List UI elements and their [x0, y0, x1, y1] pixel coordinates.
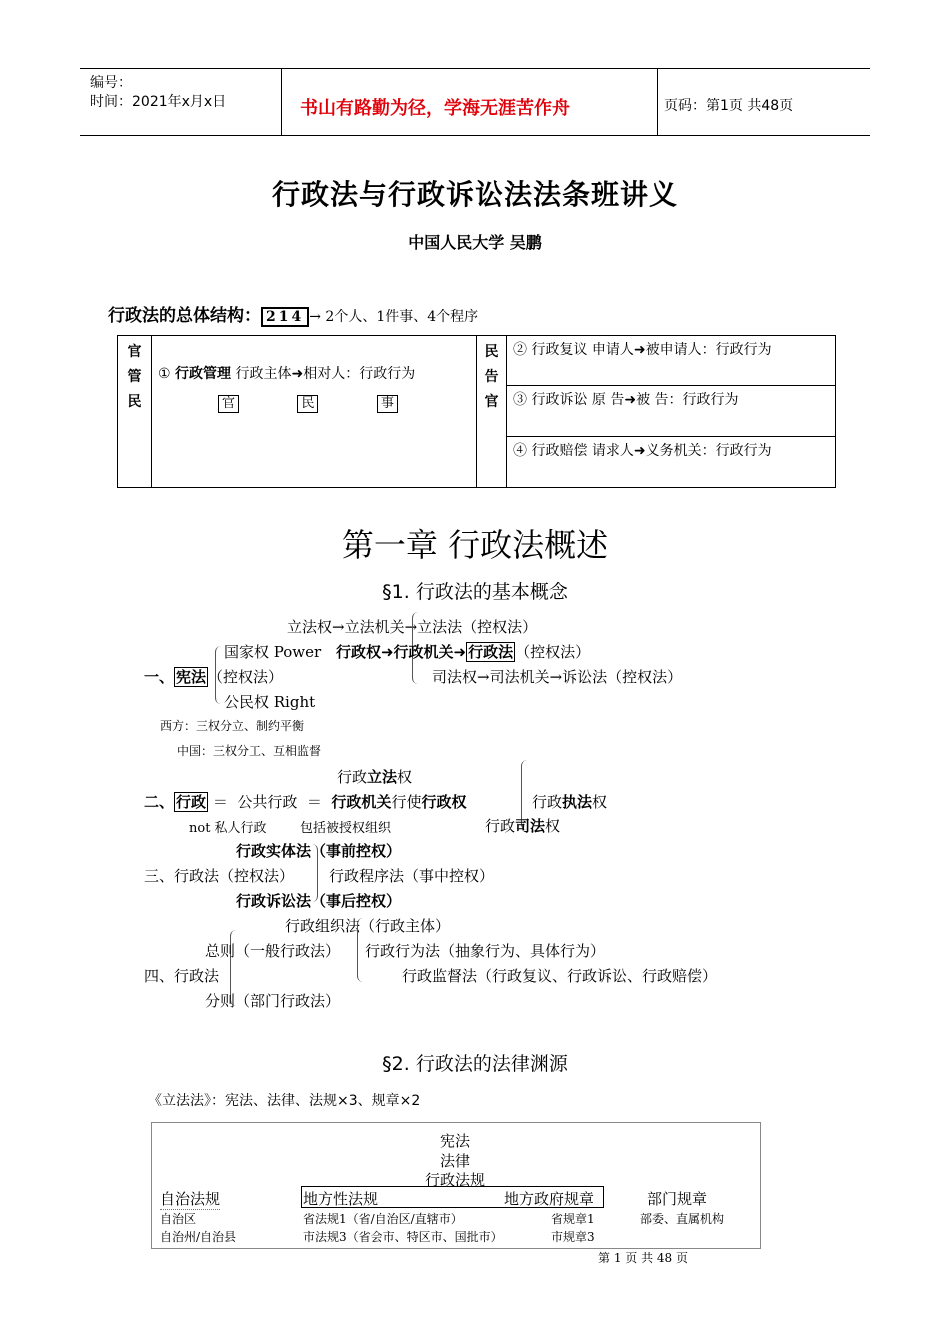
concept-line: 四、行政法	[144, 967, 220, 985]
concept-text: 三、行政法	[144, 867, 220, 885]
concept-line	[532, 791, 607, 812]
concept-line: 行政组织法（行政主体）	[285, 917, 451, 935]
concept-line	[144, 666, 283, 687]
concept-text: 行政	[337, 768, 368, 786]
concept-text: 立法	[367, 768, 398, 786]
concept-line: 司法权→司法机关→诉讼法（控权法）	[432, 668, 683, 686]
structure-heading	[108, 301, 478, 326]
concept-text: 行政权➜行政机关➜	[335, 643, 467, 661]
vchar: 民	[484, 344, 499, 360]
source-dept-org: 部委、直属机构	[640, 1212, 725, 1226]
vchar: 官	[127, 344, 142, 360]
left-vertical-cell	[118, 336, 152, 488]
right-row: ④ 行政赔偿 请求人➜义务机关：行政行为	[507, 437, 836, 488]
source-prov-reg: 省法规1（省/自治区/直辖市）	[303, 1212, 463, 1226]
source-law: 法律	[440, 1152, 471, 1170]
concept-text: （控权法）	[219, 867, 295, 885]
concept-line: 公民权 Right	[224, 693, 316, 711]
header-number: 编号：	[90, 75, 132, 91]
concept-line: 西方：三权分立、制约平衡	[160, 719, 305, 733]
concept-line: not 私人行政	[189, 821, 267, 836]
concept-line: 包括被授权组织	[300, 821, 392, 836]
concept-line: 行政行为法（抽象行为、具体行为）	[365, 942, 606, 960]
concept-highlight: 宪法	[176, 668, 207, 686]
left-main-cell	[152, 336, 477, 488]
vchar: 官	[484, 394, 499, 410]
source-city-reg: 市法规3（省会市、特区市、国批市）	[303, 1230, 503, 1244]
source-auto-pref: 自治州/自治县	[160, 1230, 237, 1244]
header-divider	[657, 68, 658, 136]
right-vertical-cell	[477, 336, 507, 488]
concept-text: 行政权	[421, 793, 467, 811]
concept-text: 权	[397, 768, 413, 786]
structure-table	[117, 335, 836, 488]
concept-text: 一、	[144, 668, 175, 686]
section1-title: §1. 行政法的基本概念	[382, 581, 568, 603]
concept-line	[144, 791, 466, 812]
concept-line: 中国：三权分工、互相监督	[177, 744, 322, 758]
sources-intro: 《立法法》：宪法、法律、法规×3、规章×2	[148, 1093, 421, 1109]
concept-line: 立法权→立法机关→立法法（控权法）	[287, 618, 538, 636]
section2-title: §2. 行政法的法律渊源	[382, 1053, 568, 1075]
header-divider	[281, 68, 282, 136]
concept-line	[224, 641, 590, 662]
source-constitution: 宪法	[440, 1132, 471, 1150]
source-dept-rule: 部门规章	[647, 1190, 708, 1208]
concept-text: 执法	[562, 793, 593, 811]
concept-text: 行使	[391, 793, 422, 811]
concept-line: 行政实体法（事前控权）	[236, 842, 402, 860]
structure-label: 行政法的总体结构：	[108, 306, 261, 326]
header-top-rule	[80, 68, 870, 69]
concept-line: 行政诉讼法（事后控权）	[236, 892, 402, 910]
concept-line: 分则（部门行政法）	[205, 992, 341, 1010]
tri-row	[158, 391, 470, 431]
concept-highlight: 行政法	[468, 643, 514, 661]
concept-line: 行政监督法（行政复议、行政诉讼、行政赔偿）	[402, 967, 718, 985]
document-title: 行政法与行政诉讼法法条班讲义	[271, 178, 678, 211]
concept-text: 行政机关	[331, 793, 392, 811]
source-admin-reg: 行政法规	[425, 1171, 486, 1189]
footer-page: 第 1 页 共 48 页	[598, 1251, 688, 1265]
source-auto-reg: 自治法规	[160, 1190, 221, 1208]
chapter-title: 第一章 行政法概述	[341, 526, 609, 564]
vchar: 民	[127, 394, 142, 410]
concept-line: 行政程序法（事中控权）	[329, 867, 495, 885]
tri-citizen: 民	[297, 395, 318, 413]
concept-text: ＝ 公共行政 ＝	[212, 793, 332, 811]
source-local-reg: 地方性法规	[303, 1190, 379, 1208]
concept-text: 国家权 Power	[224, 643, 322, 661]
right-row: ② 行政复议 申请人➜被申请人：行政行为	[507, 336, 836, 386]
concept-line: 总则（一般行政法）	[205, 942, 341, 960]
concept-text: 司法	[515, 817, 546, 835]
left-text: ① 行政管理 行政主体➜相对人：行政行为	[158, 366, 416, 382]
vchar: 告	[484, 369, 499, 385]
concept-text: 行政	[532, 793, 563, 811]
concept-text: 行政	[485, 817, 516, 835]
header-date: 时间：2021年x月x日	[90, 94, 227, 110]
concept-text: 权	[545, 817, 561, 835]
source-city-rule: 市规章3	[551, 1230, 595, 1244]
concept-text: （控权法）	[515, 643, 591, 661]
source-auto-region: 自治区	[160, 1212, 197, 1226]
concept-line	[144, 865, 294, 886]
document-author: 中国人民大学 吴鹏	[408, 233, 542, 252]
right-row: ③ 行政诉讼 原 告➜被 告：行政行为	[507, 386, 836, 437]
tri-official: 官	[218, 395, 239, 413]
header-bottom-rule	[80, 135, 870, 136]
concept-highlight: 行政	[176, 793, 207, 811]
header-motto: 书山有路勤为径，学海无涯苦作舟	[300, 98, 570, 119]
source-local-rule: 地方政府规章	[504, 1190, 595, 1208]
concept-line	[337, 766, 412, 787]
structure-desc: → 2个人、1件事、4个程序	[309, 309, 479, 325]
vchar: 管	[127, 369, 142, 385]
brace	[357, 918, 365, 982]
source-prov-rule: 省规章1	[551, 1212, 595, 1226]
concept-text: 权	[592, 793, 608, 811]
tri-matter: 事	[377, 395, 398, 413]
concept-text: （控权法）	[208, 668, 284, 686]
structure-box: 214	[261, 307, 309, 327]
left-text-bold: 行政管理	[175, 366, 232, 382]
concept-line	[485, 815, 560, 836]
header-page: 页码：第1页 共48页	[664, 98, 794, 114]
concept-text: 二、	[144, 793, 175, 811]
